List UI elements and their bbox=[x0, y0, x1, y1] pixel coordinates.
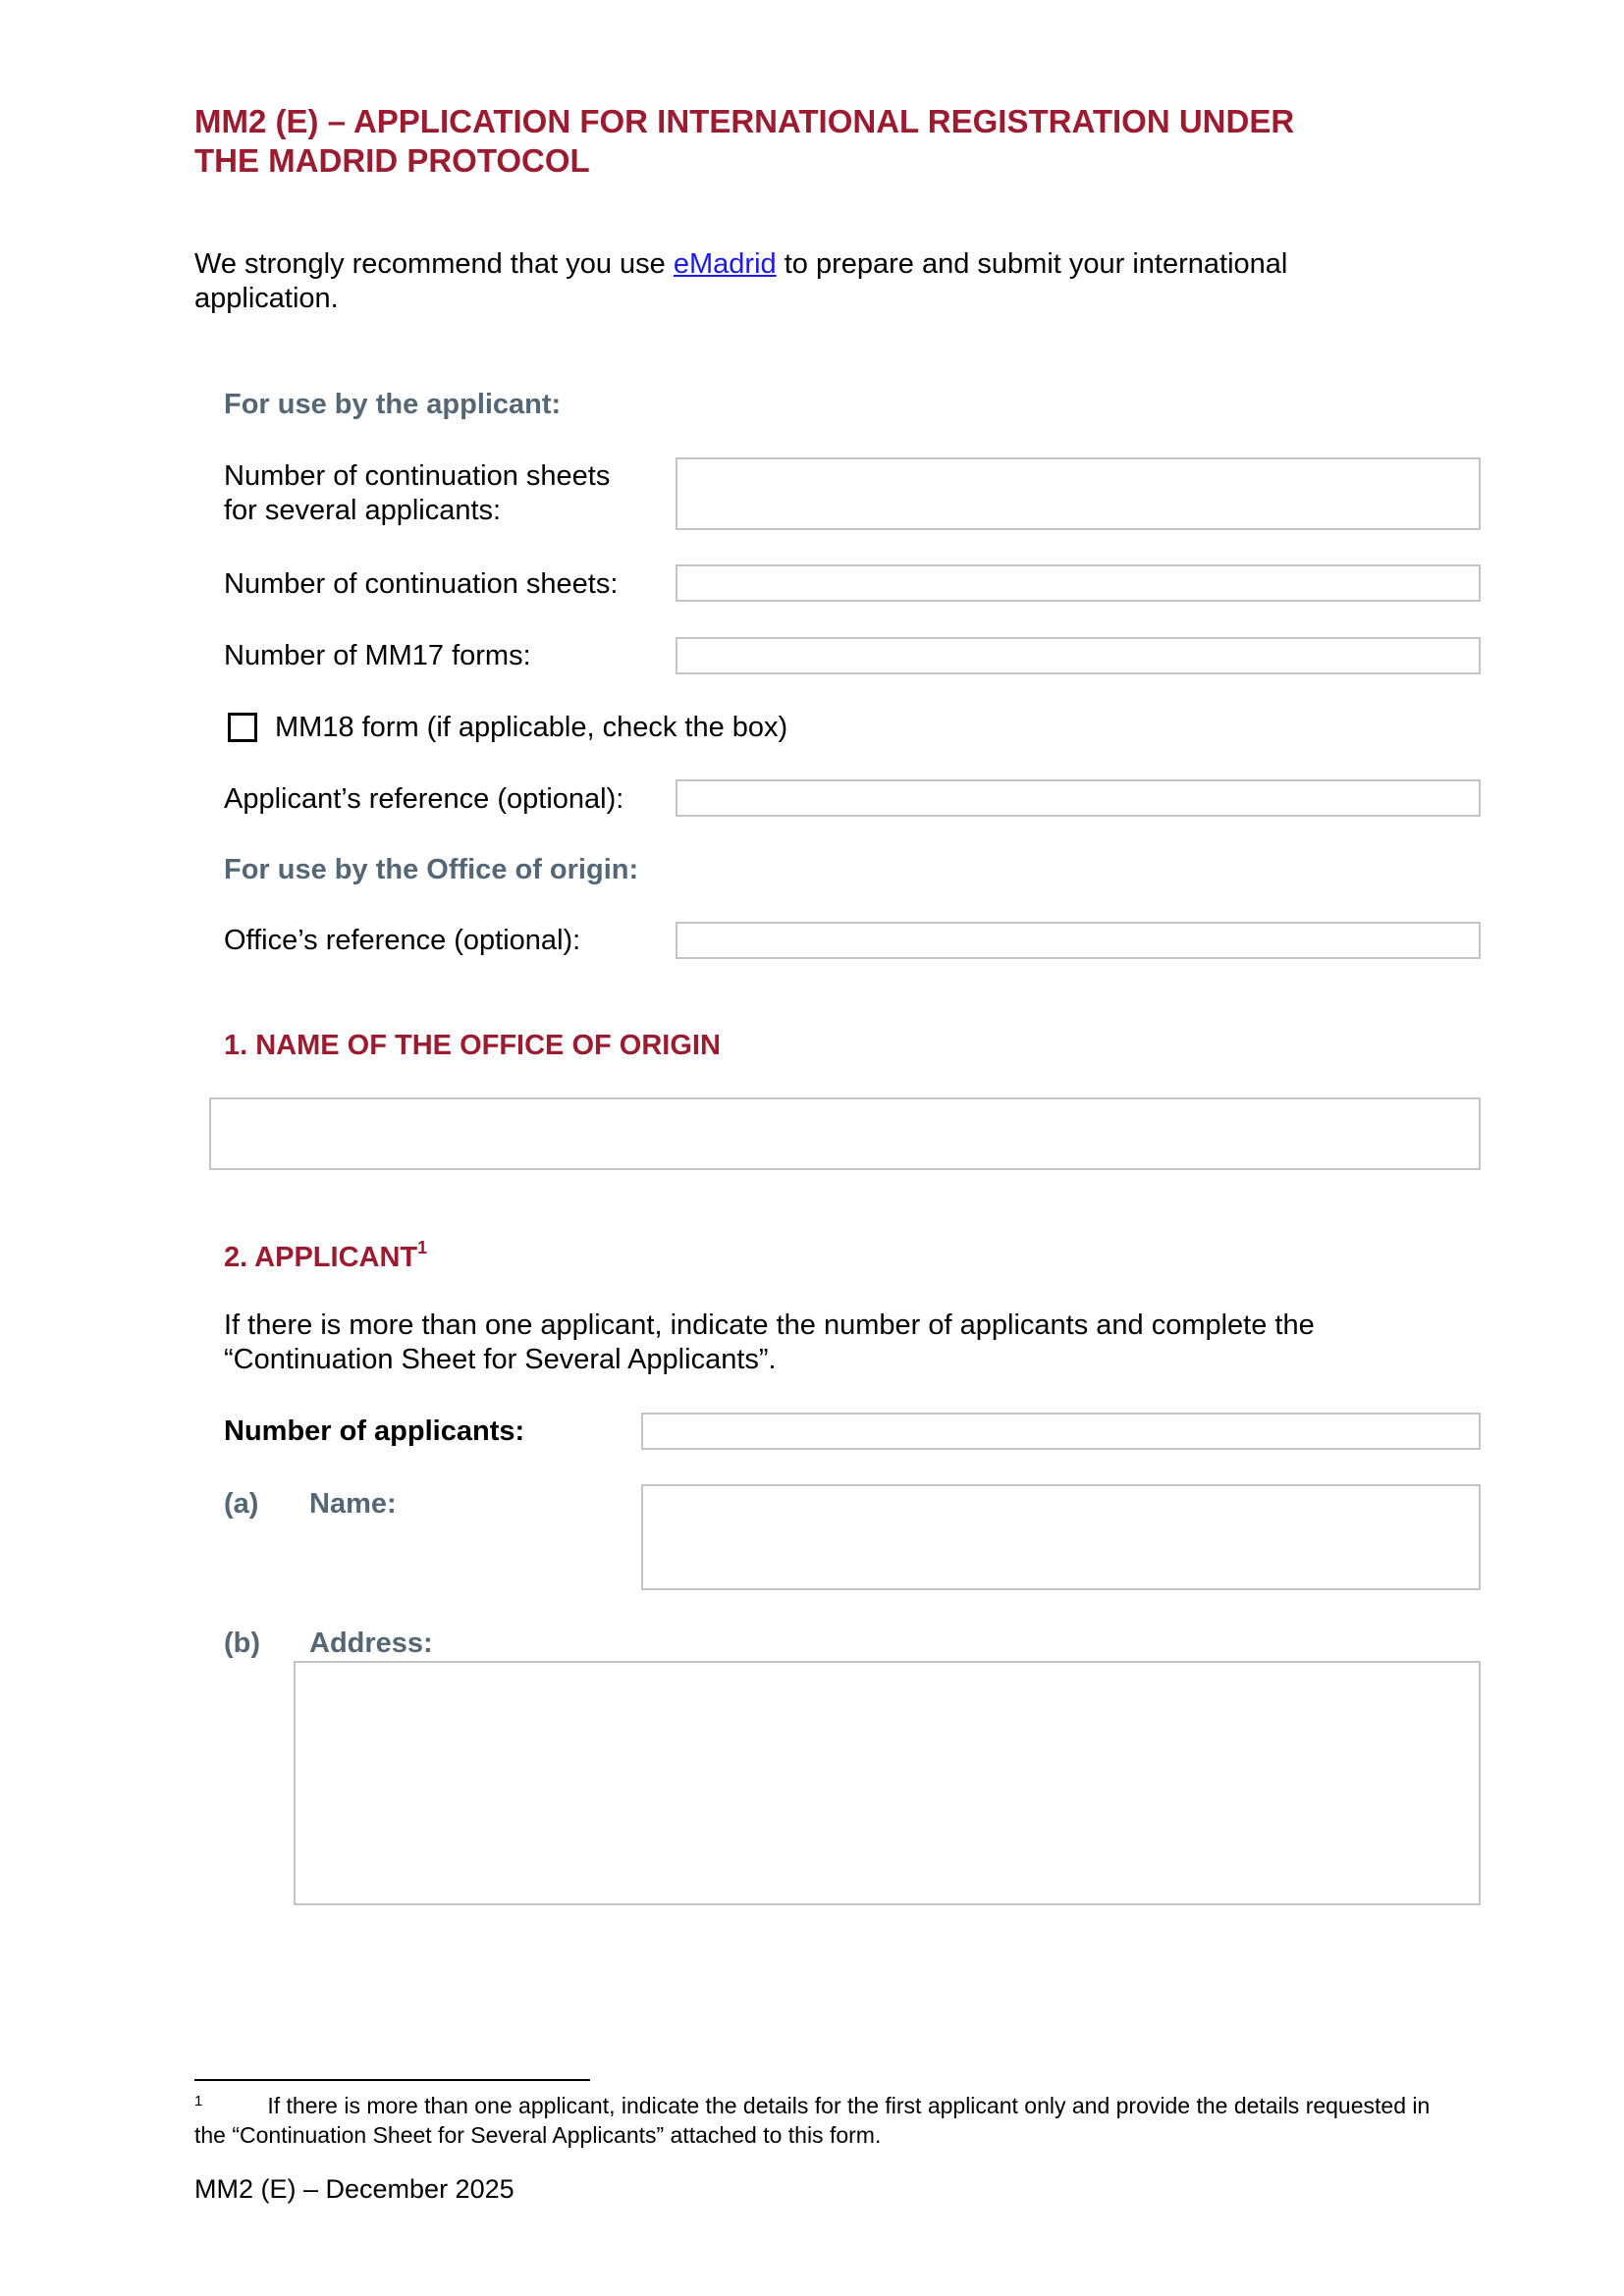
emadrid-link[interactable]: eMadrid bbox=[673, 248, 777, 280]
intro-text-before: We strongly recommend that you use bbox=[194, 248, 674, 280]
intro-text-after: to prepare and submit your international application. bbox=[194, 248, 1288, 314]
name-label: Name: bbox=[309, 1488, 397, 1520]
address-label: Address: bbox=[309, 1628, 433, 1659]
section-1-heading: 1. NAME OF THE OFFICE OF ORIGIN bbox=[224, 1030, 721, 1061]
section-2-heading bbox=[224, 1238, 428, 1274]
continuation-sheets-field[interactable] bbox=[676, 564, 1481, 602]
applicant-name-field[interactable] bbox=[641, 1484, 1481, 1590]
section-2-heading-text: 2. APPLICANT bbox=[224, 1242, 418, 1273]
mm17-forms-label: Number of MM17 forms: bbox=[224, 640, 531, 671]
address-marker: (b) bbox=[224, 1628, 261, 1659]
continuation-several-label-line-2: for several applicants: bbox=[224, 495, 502, 526]
applicant-use-heading: For use by the applicant: bbox=[224, 389, 562, 420]
name-marker: (a) bbox=[224, 1488, 259, 1520]
applicant-address-field[interactable] bbox=[294, 1661, 1481, 1905]
continuation-several-label bbox=[224, 459, 676, 528]
office-of-origin-name-field[interactable] bbox=[209, 1097, 1481, 1170]
office-use-heading: For use by the Office of origin: bbox=[224, 854, 639, 885]
mm18-label: MM18 form (if applicable, check the box) bbox=[275, 712, 788, 743]
applicant-reference-field[interactable] bbox=[676, 779, 1481, 817]
page-footer: MM2 (E) – December 2025 bbox=[194, 2174, 514, 2204]
footnote-separator bbox=[194, 2079, 590, 2081]
footnote bbox=[194, 2091, 1432, 2150]
footnote-number: 1 bbox=[194, 2093, 203, 2109]
page-title bbox=[194, 102, 1373, 181]
intro-paragraph bbox=[194, 247, 1432, 316]
section-2-instructions: If there is more than one applicant, indicate the number of applicants and complete the “Continuation Sheet for Several Applicants”. bbox=[224, 1309, 1315, 1375]
footnote-text: If there is more than one applicant, indicate the details for the first applicant only and provide the details requested in the “Continuation Sheet for Several Applicants” attached to this form. bbox=[194, 2093, 1431, 2148]
mm18-checkbox[interactable] bbox=[228, 713, 257, 742]
continuation-several-field[interactable] bbox=[676, 457, 1481, 530]
office-reference-field[interactable] bbox=[676, 922, 1481, 959]
page-title-line-1: MM2 (E) – APPLICATION FOR INTERNATIONAL REGISTRATION UNDER bbox=[194, 103, 1295, 139]
continuation-sheets-label: Number of continuation sheets: bbox=[224, 568, 619, 600]
mm17-forms-field[interactable] bbox=[676, 637, 1481, 674]
applicant-reference-label: Applicant’s reference (optional): bbox=[224, 783, 624, 815]
footnote-ref: 1 bbox=[417, 1238, 428, 1257]
continuation-several-label-line-1: Number of continuation sheets bbox=[224, 460, 611, 492]
number-of-applicants-label: Number of applicants: bbox=[224, 1415, 525, 1447]
number-of-applicants-field[interactable] bbox=[641, 1413, 1481, 1450]
page-title-line-2: THE MADRID PROTOCOL bbox=[194, 142, 590, 179]
office-reference-label: Office’s reference (optional): bbox=[224, 925, 581, 956]
